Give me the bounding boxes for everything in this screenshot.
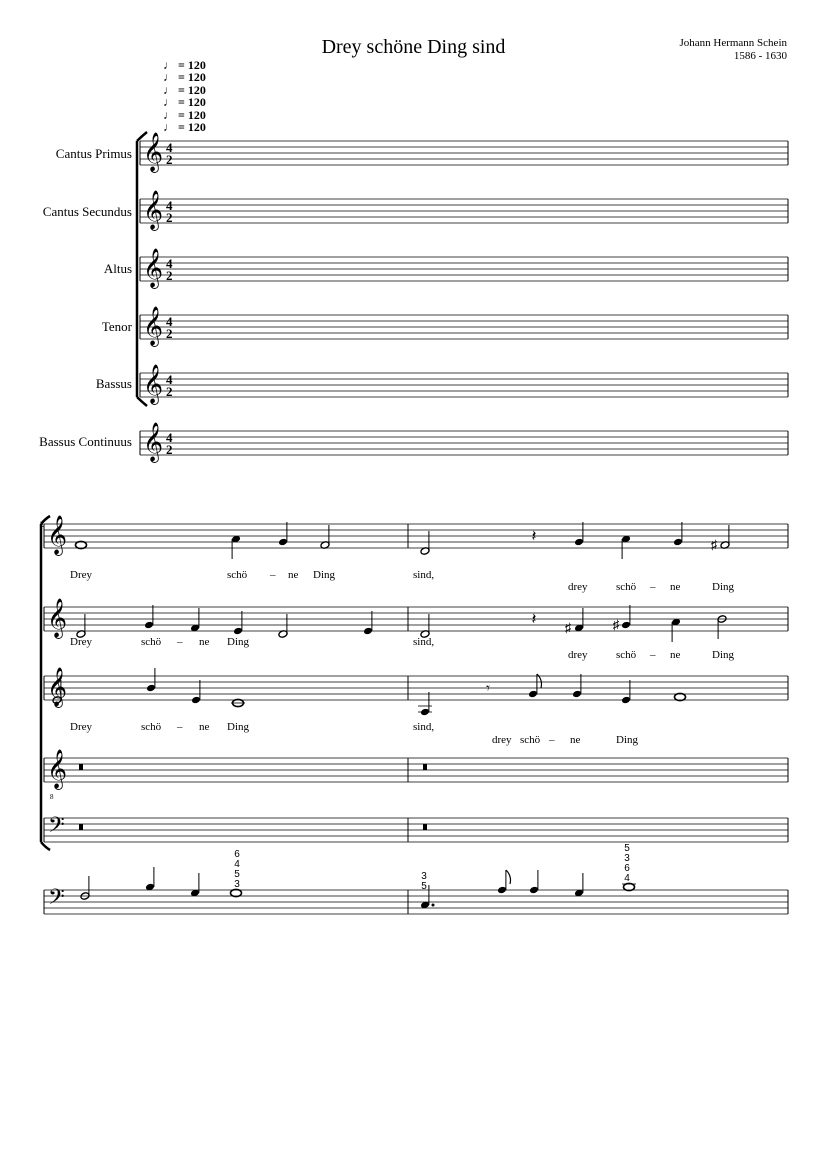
lyric-altus: sind,	[413, 721, 435, 733]
lyric-altus: Ding	[616, 734, 638, 746]
lyric-altus: –	[549, 734, 555, 746]
treble-clef: 𝄞	[143, 306, 164, 346]
lyric-altus: schö	[141, 721, 162, 733]
figured-bass-figure: 4	[234, 859, 240, 870]
lyric-altus: Drey	[70, 721, 92, 733]
bass-clef: 𝄢	[48, 885, 65, 915]
treble-clef: 𝄞	[143, 190, 164, 230]
whole-note	[624, 883, 635, 890]
lyric-cantus-secundus: Ding	[227, 636, 249, 648]
figured-bass-figure: 5	[234, 869, 240, 880]
lyric-altus: schö	[520, 734, 541, 746]
figured-bass-figure: 3	[421, 871, 427, 882]
tempo-mark: ♩ = 120	[163, 120, 206, 134]
instrument-name-tenor: Tenor	[101, 319, 132, 334]
breve-rest	[79, 764, 83, 770]
dot	[432, 904, 435, 907]
breve-rest	[79, 824, 83, 830]
eighth-rest: 𝄾	[486, 681, 490, 697]
treble-clef: 𝄞	[143, 132, 164, 172]
instrument-name-cantus-primus: Cantus Primus	[55, 146, 132, 161]
figured-bass-figure: 5	[624, 843, 630, 854]
tempo-mark: ♩ = 120	[163, 58, 206, 72]
time-signature-denominator: 2	[166, 268, 173, 283]
breve-rest	[423, 764, 427, 770]
treble-clef: 𝄞	[143, 248, 164, 288]
eighth-flag	[506, 870, 511, 884]
sharp-accidental: ♯	[564, 620, 572, 635]
composer: Johann Hermann Schein	[679, 37, 787, 49]
tempo-mark: ♩ = 120	[163, 108, 206, 122]
lyric-altus: ne	[199, 721, 210, 733]
lyric-cantus-primus: ne	[670, 581, 681, 593]
tempo-mark: ♩ = 120	[163, 70, 206, 84]
lyric-cantus-secundus: schö	[141, 636, 162, 648]
lyric-cantus-secundus: schö	[616, 649, 637, 661]
lyric-cantus-primus: –	[270, 569, 276, 581]
quarter-rest: 𝄽	[531, 528, 537, 545]
tempo-mark: ♩ = 120	[163, 95, 206, 109]
lyric-cantus-secundus: –	[650, 649, 656, 661]
lyric-cantus-primus: schö	[227, 569, 248, 581]
lyric-cantus-primus: Ding	[313, 569, 335, 581]
lyric-cantus-primus: drey	[568, 581, 588, 593]
time-signature-numerator: 4	[166, 140, 173, 155]
lyric-cantus-primus: sind,	[413, 569, 435, 581]
figured-bass-figure: 3	[234, 879, 240, 890]
treble-clef: 𝄞	[47, 598, 68, 638]
instrument-name-bassus-continuus: Bassus Continuus	[39, 434, 132, 449]
lyric-cantus-primus: Drey	[70, 569, 92, 581]
time-signature-numerator: 4	[166, 198, 173, 213]
time-signature-denominator: 2	[166, 384, 173, 399]
lyric-cantus-secundus: ne	[670, 649, 681, 661]
lyric-cantus-secundus: –	[177, 636, 183, 648]
bass-clef: 𝄢	[48, 813, 65, 843]
lyric-cantus-secundus: ne	[199, 636, 210, 648]
page-title: Drey schöne Ding sind	[321, 36, 506, 58]
figured-bass-figure: 6	[234, 849, 240, 860]
lyric-altus: drey	[492, 734, 512, 746]
time-signature-numerator: 4	[166, 372, 173, 387]
lyric-cantus-secundus: Ding	[712, 649, 734, 661]
figured-bass-figure: 4	[624, 873, 630, 884]
time-signature-numerator: 4	[166, 430, 173, 445]
lyric-altus: –	[177, 721, 183, 733]
figured-bass-figure: 5	[421, 881, 427, 892]
lyric-cantus-secundus: sind,	[413, 636, 435, 648]
lyric-cantus-primus: ne	[288, 569, 299, 581]
lyric-cantus-primus: –	[650, 581, 656, 593]
instrument-name-cantus-secundus: Cantus Secundus	[42, 204, 132, 219]
sharp-accidental: ♯	[710, 537, 718, 552]
instrument-name-bassus: Bassus	[95, 376, 132, 391]
time-signature-denominator: 2	[166, 442, 173, 457]
treble-clef: 𝄞	[143, 364, 164, 404]
composer-dates: 1586 - 1630	[733, 50, 787, 62]
figured-bass-figure: 6	[624, 863, 630, 874]
tenor-octave-mark: 8	[50, 793, 54, 801]
lyric-cantus-primus: schö	[616, 581, 637, 593]
instrument-name-altus: Altus	[103, 261, 132, 276]
sharp-accidental: ♯	[612, 617, 620, 632]
treble-clef: 𝄞	[47, 515, 68, 555]
figured-bass-figure: 3	[624, 853, 630, 864]
lyric-cantus-secundus: Drey	[70, 636, 92, 648]
whole-note	[76, 541, 87, 548]
whole-note	[675, 693, 686, 700]
measure-number: 2	[40, 520, 44, 529]
breve-rest	[423, 824, 427, 830]
time-signature-numerator: 4	[166, 314, 173, 329]
time-signature-denominator: 2	[166, 152, 173, 167]
time-signature-numerator: 4	[166, 256, 173, 271]
quarter-rest: 𝄽	[531, 611, 537, 628]
tempo-mark: ♩ = 120	[163, 83, 206, 97]
lyric-cantus-primus: Ding	[712, 581, 734, 593]
treble-clef: 𝄞	[47, 667, 68, 707]
time-signature-denominator: 2	[166, 210, 173, 225]
lyric-altus: Ding	[227, 721, 249, 733]
treble-clef: 𝄞	[143, 422, 164, 462]
lyric-cantus-secundus: drey	[568, 649, 588, 661]
whole-note	[231, 889, 242, 896]
treble-clef: 𝄞	[47, 749, 68, 789]
time-signature-denominator: 2	[166, 326, 173, 341]
lyric-altus: ne	[570, 734, 581, 746]
